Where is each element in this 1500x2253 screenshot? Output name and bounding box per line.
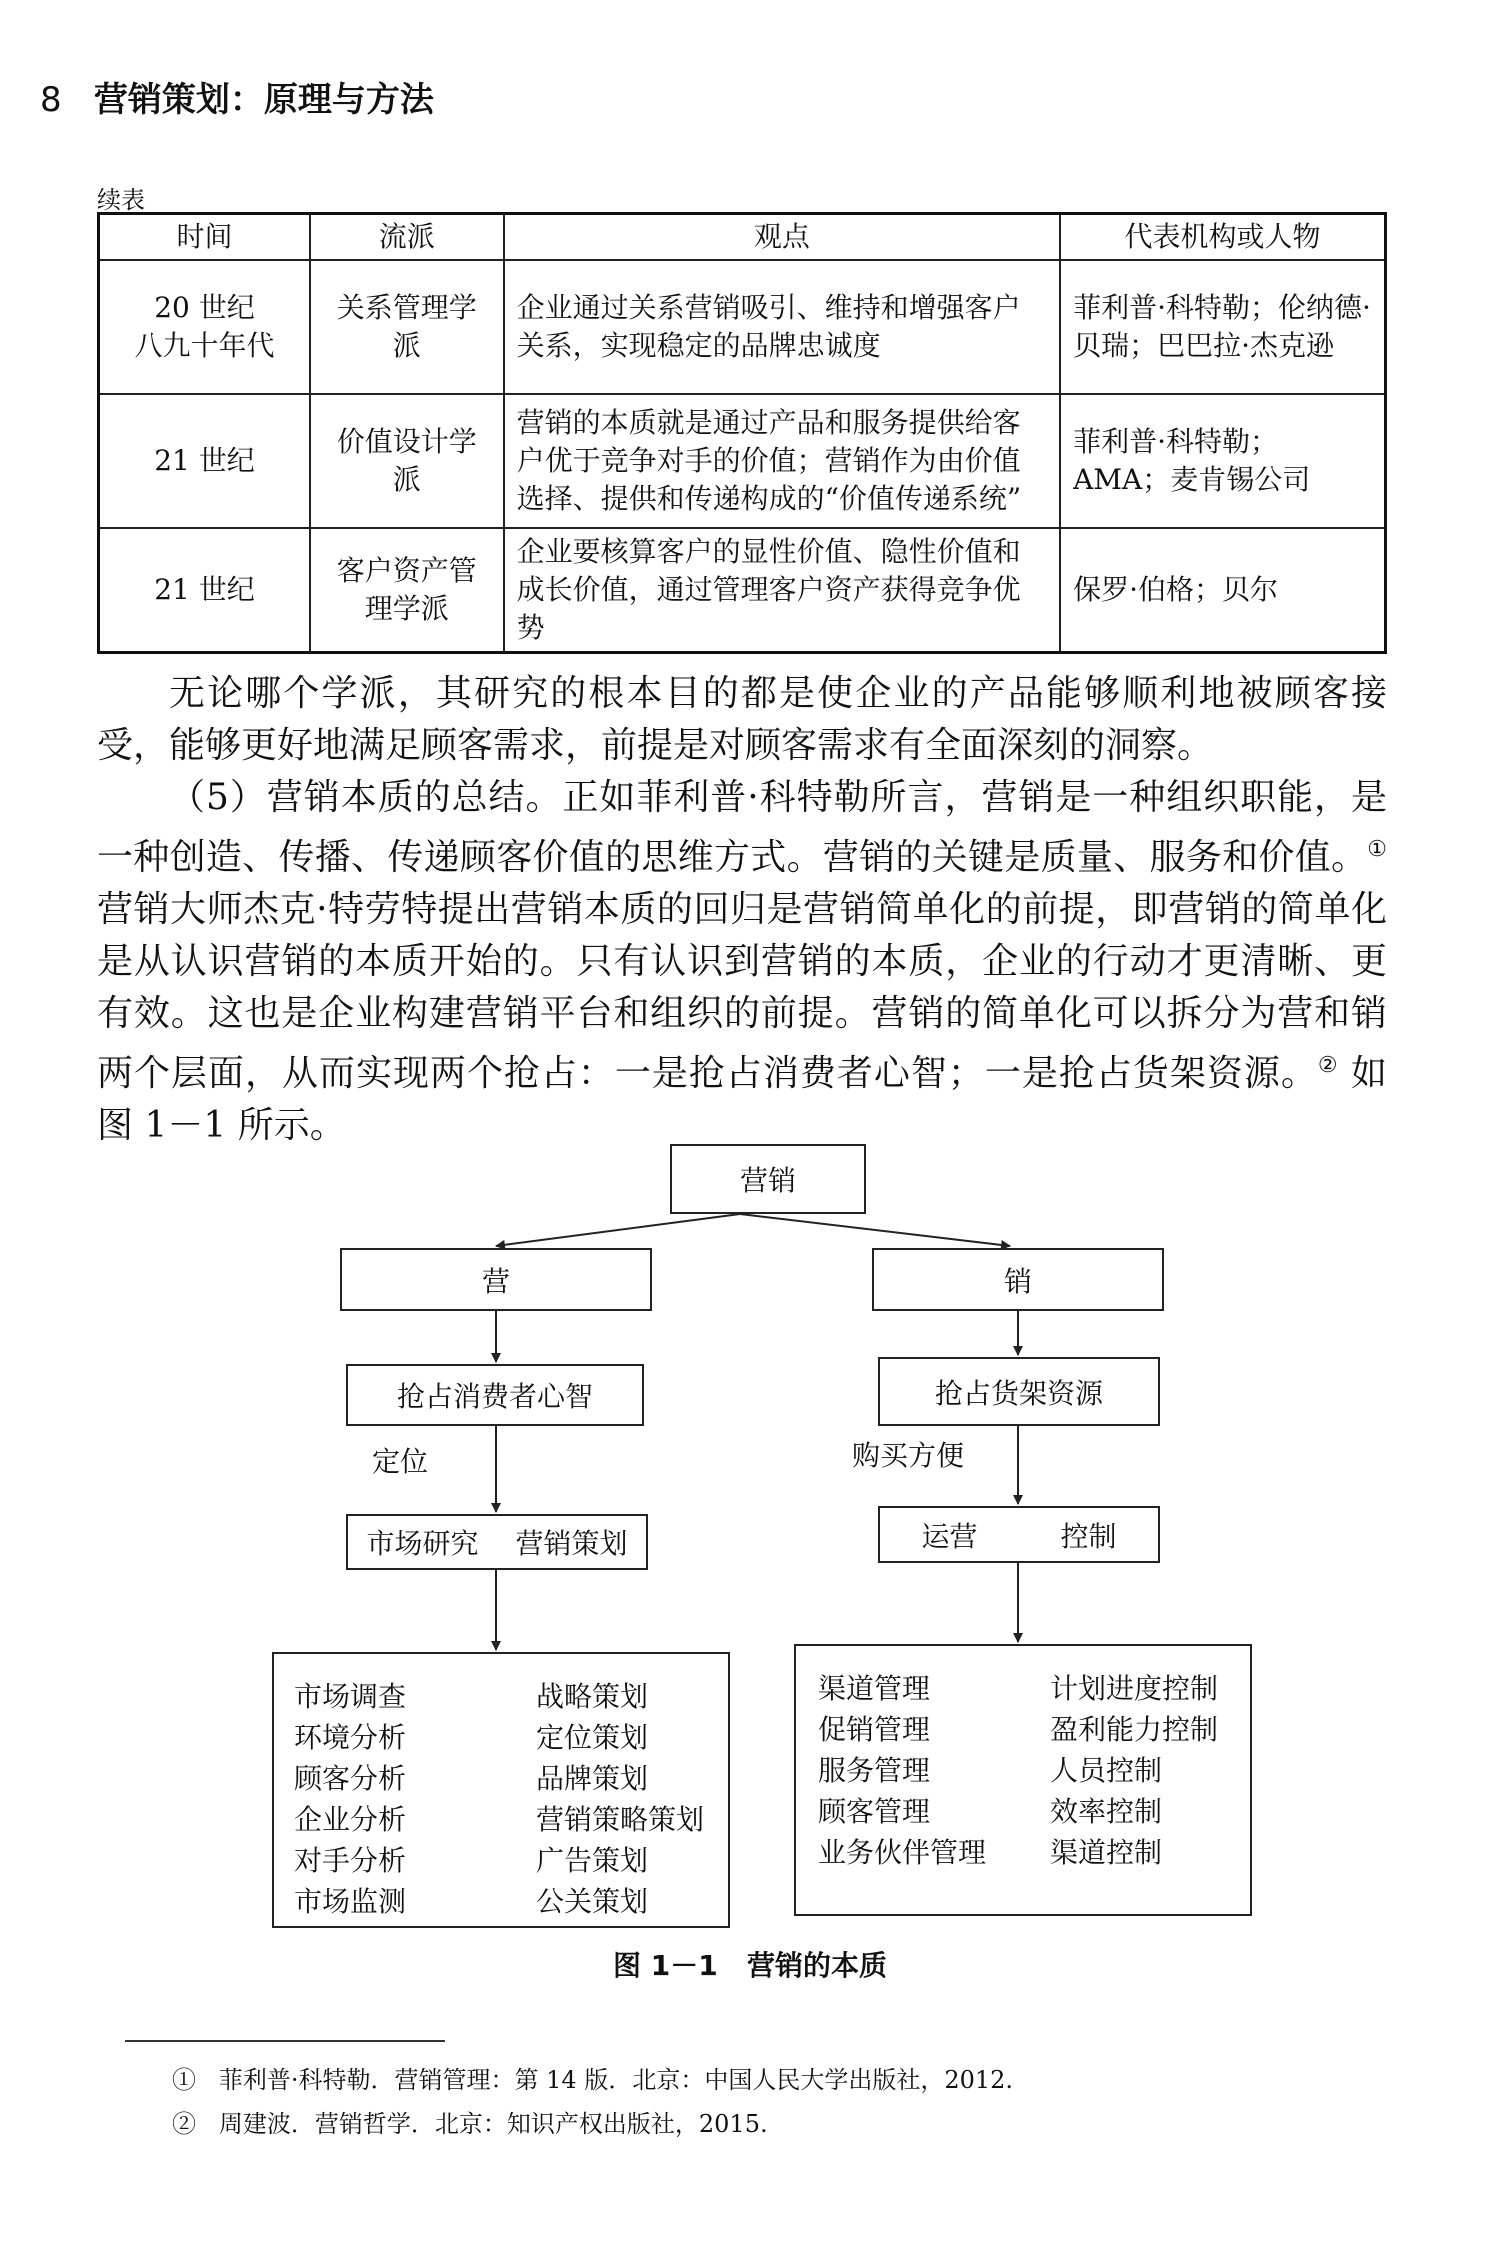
figure-number: 图 1－1 [613,1949,718,1982]
column-header: 代表机构或人物 [1060,214,1385,261]
people-cell: 保罗·伯格；贝尔 [1060,528,1385,653]
left-task-col1 [294,1676,406,1922]
left-task-col2 [536,1676,704,1922]
column-header: 时间 [99,214,311,261]
task-item: 顾客管理 [818,1795,931,1828]
right-edge-label: 购买方便 [852,1439,965,1472]
box-label: 销 [1003,1264,1032,1298]
task-item: 效率控制 [1050,1795,1163,1828]
task-item: 计划进度控制 [1050,1672,1219,1705]
box-label: 营销策划 [515,1527,628,1560]
task-item: 战略策划 [536,1680,649,1713]
box-label: 运营 [921,1519,978,1553]
task-item: 定位策划 [536,1721,649,1754]
task-item: 环境分析 [294,1721,407,1754]
table-continued-label: 续表 [97,186,145,214]
school-cell: 客户资产管理学派 [310,528,504,653]
figure-caption [0,1944,1500,1984]
left-task-box [272,1652,730,1928]
box-label: 营销 [739,1164,796,1197]
task-item: 业务伙伴管理 [818,1836,987,1869]
box-label: 营 [481,1264,510,1298]
task-item: 对手分析 [294,1844,407,1877]
footnote-mark: ① [172,2066,196,2094]
footnote-mark: ② [172,2110,196,2138]
left-head-box [340,1248,652,1311]
view-cell: 企业通过关系营销吸引、维持和增强客户关系，实现稳定的品牌忠诚度 [504,260,1061,394]
footnote-ref[interactable]: ② [1317,1053,1339,1078]
paragraph: 无论哪个学派，其研究的根本目的都是使企业的产品能够顺利地被顾客接受，能够更好地满足顾客需求，前提是对顾客需求有全面深刻的洞察。 [97,673,1387,766]
left-goal-box [346,1364,644,1426]
task-item: 企业分析 [294,1803,407,1836]
book-title: 营销策划：原理与方法 [93,80,434,120]
root-box [670,1144,866,1214]
task-item: 市场调查 [294,1680,407,1713]
task-item: 营销策略策划 [536,1803,705,1836]
school-cell: 关系管理学派 [310,260,504,394]
time-text: 八九十年代 [134,329,275,362]
task-item: 促销管理 [818,1713,931,1746]
task-item: 渠道管理 [818,1672,931,1705]
column-header: 流派 [310,214,504,261]
time-text: 21 世纪 [154,444,255,477]
paragraph-text: 如图 1－1 所示。 [97,1053,1387,1146]
task-item: 公关策划 [536,1885,649,1918]
right-task-col1 [818,1668,986,1873]
people-cell: 菲利普·科特勒；AMA；麦肯锡公司 [1060,394,1385,528]
box-label: 抢占消费者心智 [396,1380,593,1413]
box-label: 抢占货架资源 [934,1376,1103,1410]
footnote [172,2104,768,2139]
task-item: 盈利能力控制 [1050,1713,1219,1746]
right-head-box [872,1248,1164,1311]
box-label: 控制 [1060,1519,1117,1553]
footnote-text: 菲利普·科特勒．营销管理：第 14 版．北京：中国人民大学出版社，2012. [218,2066,1014,2094]
task-item: 市场监测 [294,1885,407,1918]
time-text: 21 世纪 [154,573,255,606]
paragraph-text: 营销大师杰克·特劳特提出营销本质的回归是营销简单化的前提，即营销的简单化是从认识营销的本质开始的。只有认识到营销的本质，企业的行动才更清晰、更有效。这也是企业构建营销平台和组织的前提。营销的简单化可以拆分为营和销两个层面，从而实现两个抢占：一是抢占消费者心智；一是抢占货架资源。 [97,889,1387,1094]
arrow-root-right [740,1214,1010,1246]
footnote-text: 周建波．营销哲学．北京：知识产权出版社，2015. [218,2110,768,2138]
task-item: 顾客分析 [294,1762,407,1795]
right-task-col2 [1050,1668,1218,1873]
right-goal-box [878,1357,1160,1426]
view-cell: 企业要核算客户的显性价值、隐性价值和成长价值，通过管理客户资产获得竞争优势 [504,528,1061,653]
right-task-box [794,1644,1252,1916]
footnote [172,2060,1013,2095]
footnote-divider [125,2040,445,2042]
school-cell: 价值设计学派 [310,394,504,528]
left-function-box [346,1514,648,1570]
page-number: 8 [40,80,62,120]
task-item: 品牌策划 [536,1762,649,1795]
time-text: 20 世纪 [154,291,255,324]
column-header: 观点 [504,214,1061,261]
figure-title: 营销的本质 [746,1949,887,1982]
task-item: 广告策划 [536,1844,649,1877]
arrow-root-left [496,1214,740,1246]
task-item: 人员控制 [1050,1754,1163,1787]
box-label: 市场研究 [366,1527,479,1560]
paragraph-text: （5）营销本质的总结。正如菲利普·科特勒所言，营销是一种组织职能，是一种创造、传播、传递顾客价值的思维方式。营销的关键是质量、服务和价值。 [97,777,1387,878]
task-item: 服务管理 [818,1754,931,1787]
view-cell: 营销的本质就是通过产品和服务提供给客户优于竞争对手的价值；营销作为由价值选择、提供和传递构成的“价值传递系统” [504,394,1061,528]
footnote-ref[interactable]: ① [1367,837,1387,862]
left-edge-label: 定位 [372,1445,429,1478]
task-item: 渠道控制 [1050,1836,1163,1869]
right-function-box [878,1506,1160,1563]
people-cell: 菲利普·科特勒；伦纳德·贝瑞；巴巴拉·杰克逊 [1060,260,1385,394]
